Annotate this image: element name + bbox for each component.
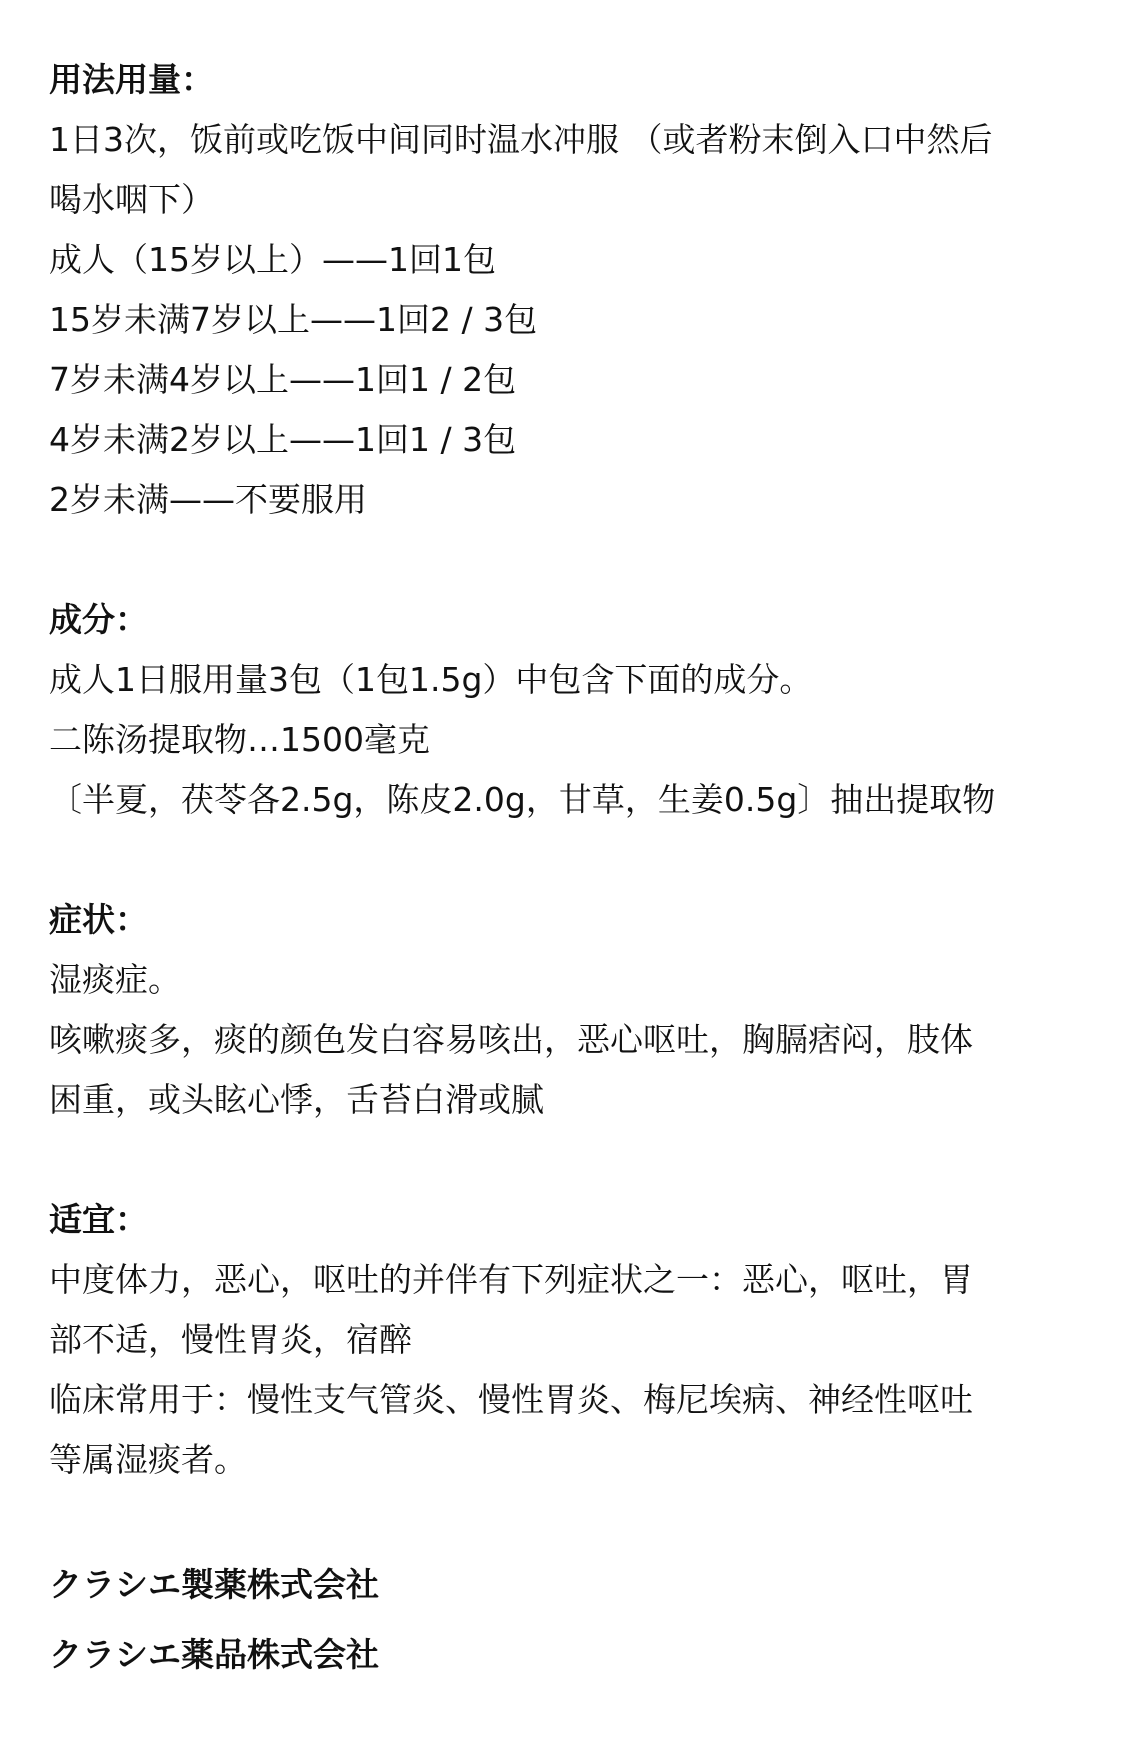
company-name: クラシエ製薬株式会社 bbox=[49, 1565, 379, 1604]
ingredients-line: 成人1日服用量3包（1包1.5g）中包含下面的成分。 bbox=[49, 660, 813, 699]
company-name: クラシエ薬品株式会社 bbox=[49, 1635, 379, 1674]
usage-line: 喝水咽下） bbox=[49, 180, 214, 219]
section-spacer bbox=[49, 830, 1089, 890]
section-spacer bbox=[49, 1490, 1089, 1550]
indications-line: 部不适，慢性胃炎，宿醉 bbox=[49, 1320, 412, 1359]
indications-line: 等属湿痰者。 bbox=[49, 1440, 247, 1479]
symptoms-heading: 症状： bbox=[49, 900, 148, 939]
usage-line: 7岁未满4岁以上——1回1 / 2包 bbox=[49, 360, 517, 399]
indications-heading: 适宜： bbox=[49, 1200, 148, 1239]
ingredients-line: 二陈汤提取物…1500毫克 bbox=[49, 720, 430, 759]
symptoms-section bbox=[49, 890, 1089, 1130]
ingredients-heading: 成分： bbox=[49, 600, 148, 639]
usage-line: 1日3次，饭前或吃饭中间同时温水冲服 （或者粉末倒入口中然后 bbox=[49, 120, 993, 159]
section-spacer bbox=[49, 1130, 1089, 1190]
indications-section bbox=[49, 1190, 1089, 1490]
ingredients-section bbox=[49, 590, 1089, 830]
usage-line: 2岁未满——不要服用 bbox=[49, 480, 367, 519]
indications-line: 临床常用于：慢性支气管炎、慢性胃炎、梅尼埃病、神经性呕吐 bbox=[49, 1380, 973, 1419]
ingredients-line: 〔半夏，茯苓各2.5g，陈皮2.0g，甘草，生姜0.5g〕抽出提取物 bbox=[49, 780, 996, 819]
usage-line: 15岁未满7岁以上——1回2 / 3包 bbox=[49, 300, 538, 339]
usage-heading: 用法用量： bbox=[49, 60, 214, 99]
usage-section bbox=[49, 50, 1089, 530]
indications-line: 中度体力，恶心，呕吐的并伴有下列症状之一：恶心，呕吐，胃 bbox=[49, 1260, 973, 1299]
usage-line: 4岁未满2岁以上——1回1 / 3包 bbox=[49, 420, 517, 459]
symptoms-line: 困重，或头眩心悸，舌苔白滑或腻 bbox=[49, 1080, 544, 1119]
section-spacer bbox=[49, 530, 1089, 590]
usage-line: 成人（15岁以上）——1回1包 bbox=[49, 240, 496, 279]
symptoms-line: 咳嗽痰多，痰的颜色发白容易咳出，恶心呕吐，胸膈痞闷，肢体 bbox=[49, 1020, 973, 1059]
document-page bbox=[49, 50, 1089, 1690]
symptoms-line: 湿痰症。 bbox=[49, 960, 181, 999]
company-section bbox=[49, 1550, 1089, 1690]
